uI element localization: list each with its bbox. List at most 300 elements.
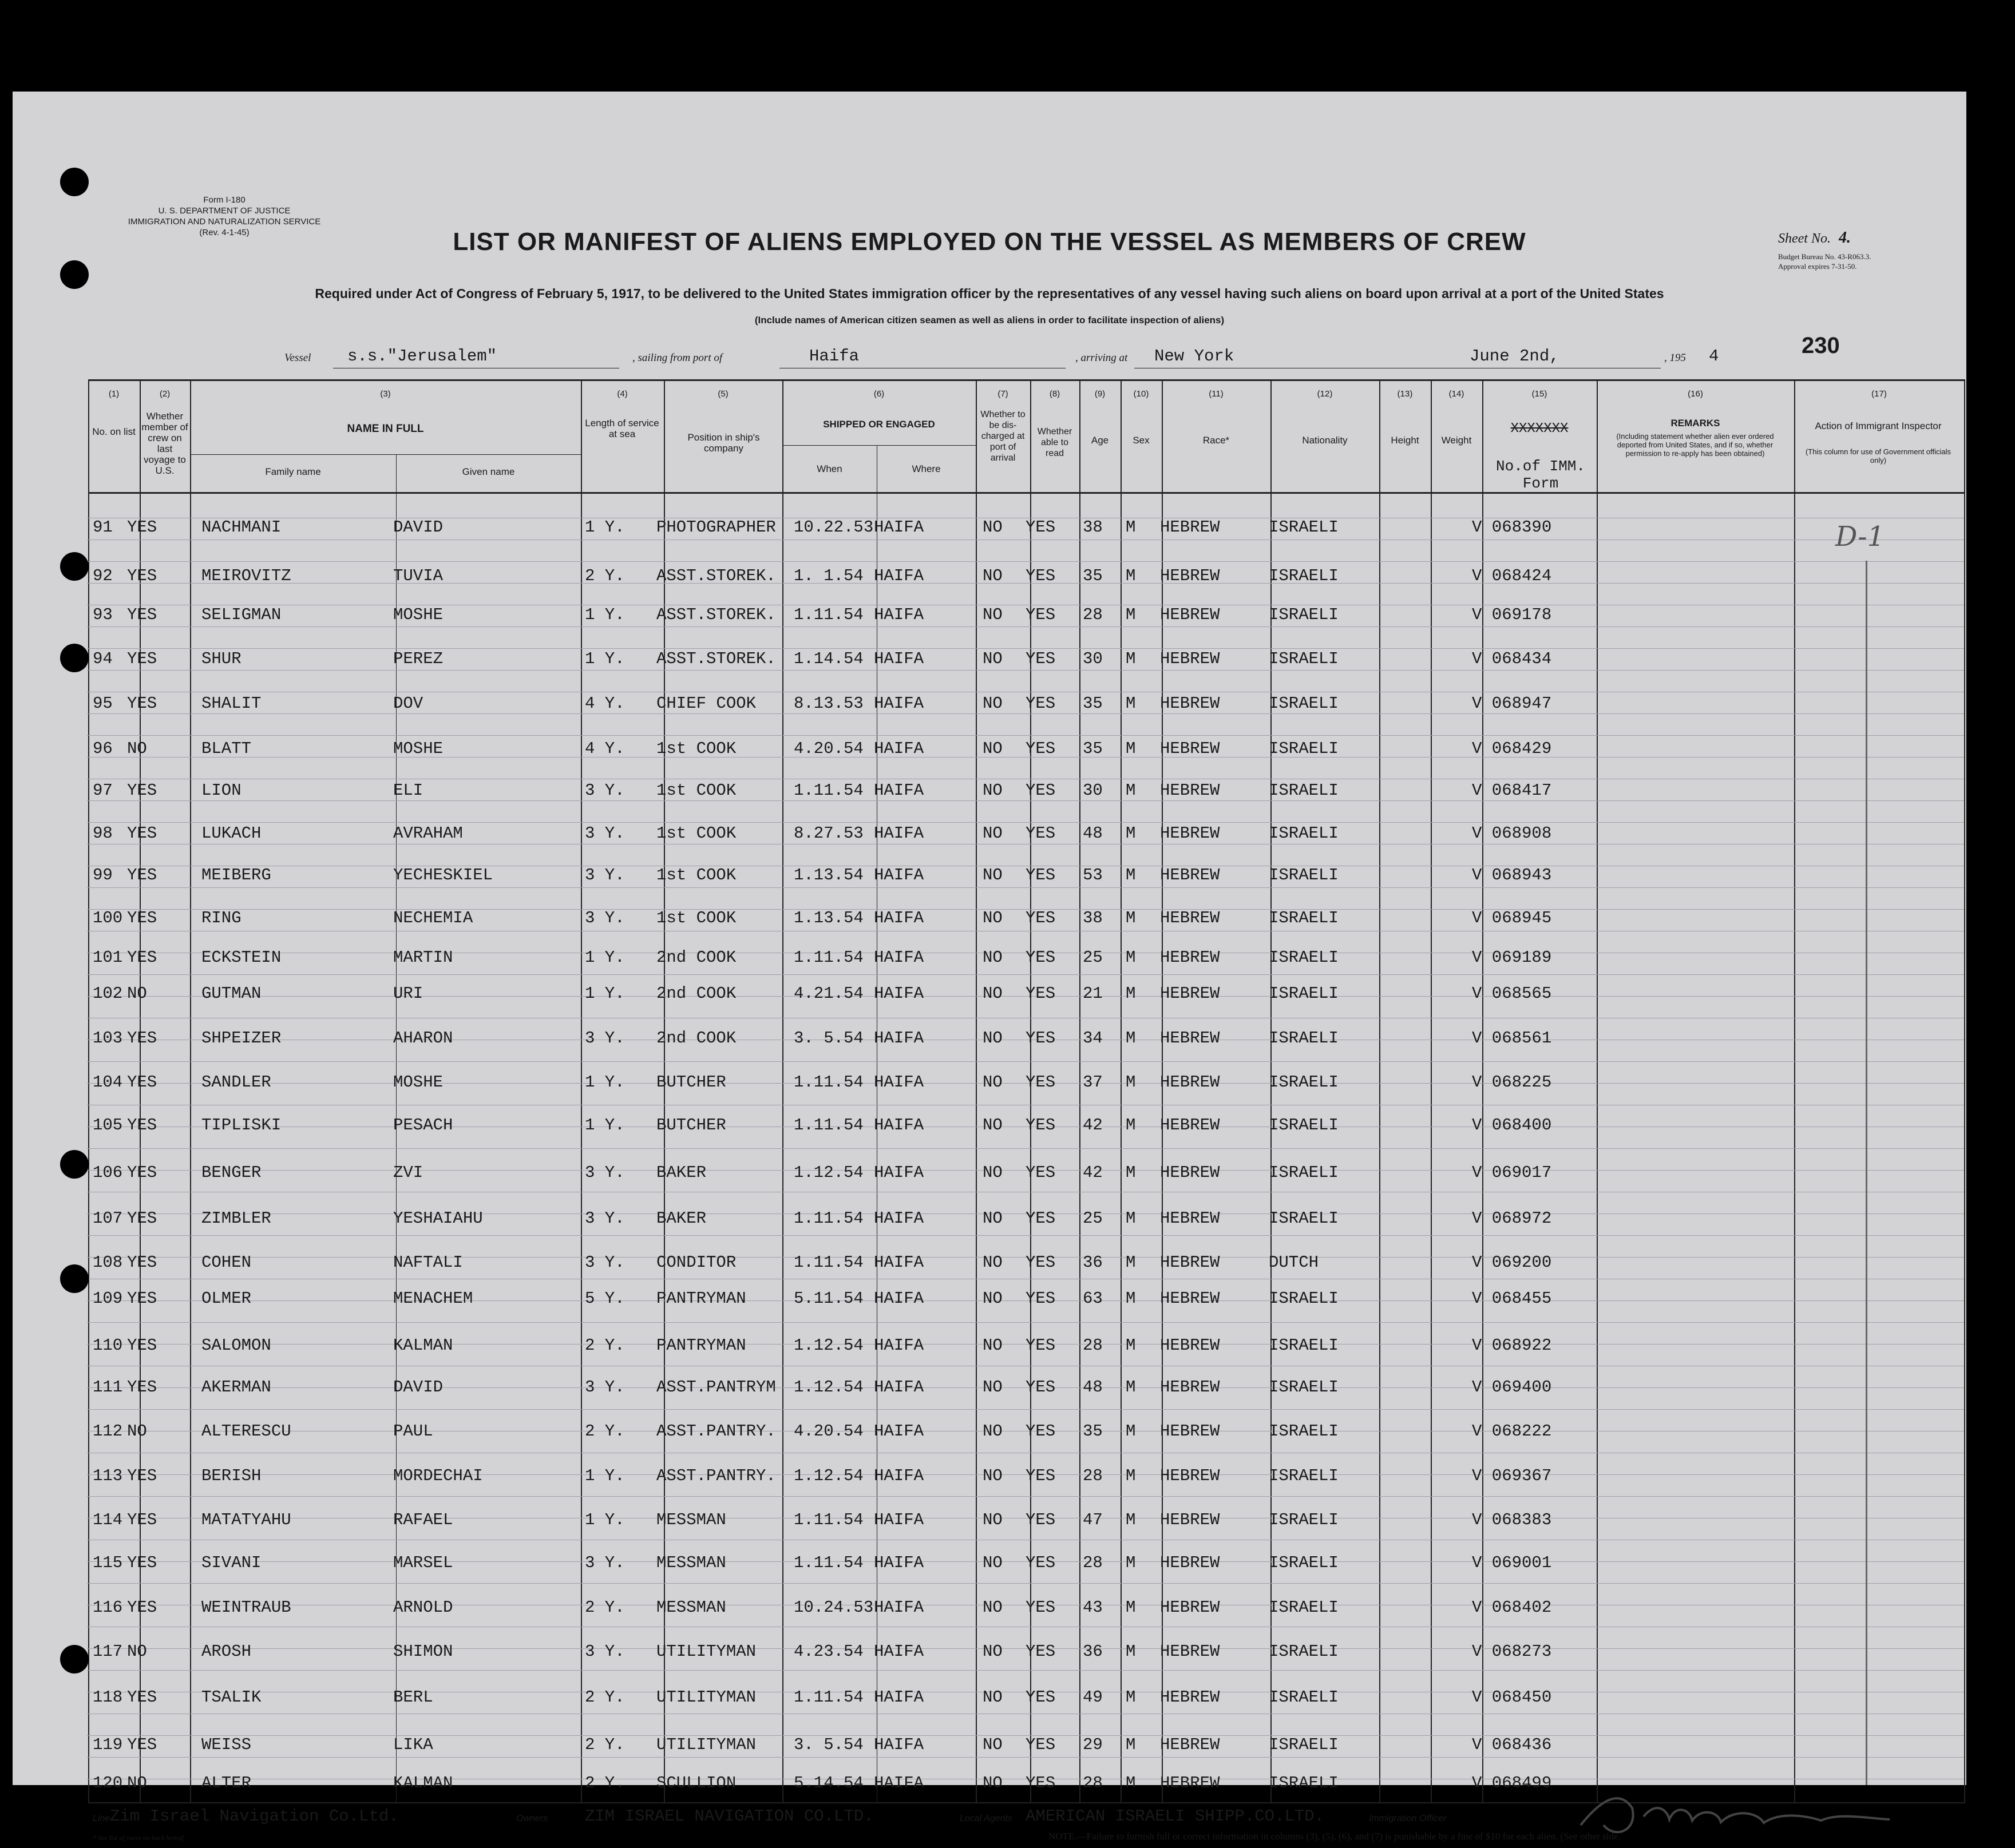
- cell-race: HEBREW: [1160, 1209, 1220, 1228]
- cell-race: HEBREW: [1160, 605, 1220, 624]
- cell-when: 1.11.54: [794, 1209, 864, 1228]
- cell-no: 103: [93, 1029, 123, 1048]
- cell-sex: M: [1126, 1553, 1136, 1572]
- cell-position: PANTRYMAN: [656, 1336, 746, 1355]
- cell-form: V 068565: [1472, 984, 1552, 1003]
- budget-bureau: Budget Bureau No. 43-R063.3.: [1778, 252, 1871, 261]
- cell-position: ASST.STOREK.: [656, 649, 776, 668]
- cell-given: MENACHEM: [393, 1289, 473, 1308]
- cell-discharged: NO: [983, 1642, 1003, 1661]
- punch-hole: [60, 552, 89, 581]
- cell-age: 34: [1083, 1029, 1103, 1048]
- cell-no: 117: [93, 1642, 123, 1661]
- cell-family: COHEN: [201, 1253, 252, 1272]
- cell-given: TUVIA: [393, 566, 444, 585]
- cell-nationality: ISRAELI: [1269, 739, 1339, 758]
- cell-race: HEBREW: [1160, 1378, 1220, 1397]
- cell-when: 1.11.54: [794, 781, 864, 800]
- cell-discharged: NO: [983, 605, 1003, 624]
- cell-where: HAIFA: [874, 1163, 924, 1182]
- cell-family: MATATYAHU: [201, 1510, 291, 1529]
- name-subheader-line: [190, 454, 581, 455]
- cell-given: PEREZ: [393, 649, 444, 668]
- approval-expiry: Approval expires 7-31-50.: [1778, 262, 1857, 271]
- cell-read: YES: [1026, 984, 1056, 1003]
- cell-age: 48: [1083, 1378, 1103, 1397]
- cell-discharged: NO: [983, 984, 1003, 1003]
- col-num-1: (1): [108, 389, 120, 399]
- cell-family: SELIGMAN: [201, 605, 282, 624]
- cell-read: YES: [1026, 909, 1056, 927]
- ruled-line: [87, 1757, 1964, 1758]
- cell-form: V 068499: [1472, 1774, 1552, 1793]
- cell-where: HAIFA: [874, 605, 924, 624]
- cell-nationality: ISRAELI: [1269, 1289, 1339, 1308]
- ruled-line: [87, 1322, 1964, 1323]
- cell-where: HAIFA: [874, 781, 924, 800]
- punch-hole: [60, 1264, 89, 1293]
- table-top-border: [88, 379, 1965, 381]
- cell-prev: YES: [127, 518, 157, 537]
- cell-no: 99: [93, 866, 113, 885]
- cell-when: 8.13.53: [794, 694, 864, 713]
- cell-read: YES: [1026, 1774, 1056, 1793]
- cell-read: YES: [1026, 1642, 1056, 1661]
- col-num-12: (12): [1317, 389, 1333, 399]
- cell-form: V 068383: [1472, 1510, 1552, 1529]
- cell-form: V 069001: [1472, 1553, 1552, 1572]
- cell-family: TSALIK: [201, 1688, 262, 1707]
- cell-family: ZIMBLER: [201, 1209, 271, 1228]
- cell-service: 1 Y.: [585, 948, 625, 967]
- cell-no: 110: [93, 1336, 123, 1355]
- cell-service: 4 Y.: [585, 739, 625, 758]
- cell-service: 1 Y.: [585, 1466, 625, 1485]
- cell-discharged: NO: [983, 824, 1003, 843]
- cell-where: HAIFA: [874, 1553, 924, 1572]
- cell-given: DAVID: [393, 1378, 444, 1397]
- cell-when: 1.12.54: [794, 1163, 864, 1182]
- cell-race: HEBREW: [1160, 1774, 1220, 1793]
- header-sex: Sex: [1133, 435, 1150, 446]
- cell-position: BUTCHER: [656, 1116, 726, 1135]
- cell-position: MESSMAN: [656, 1598, 726, 1617]
- service-name: IMMIGRATION AND NATURALIZATION SERVICE: [128, 217, 321, 227]
- cell-form: V 069178: [1472, 605, 1552, 624]
- cell-position: ASST.PANTRY.: [656, 1466, 776, 1485]
- cell-form: V 068561: [1472, 1029, 1552, 1048]
- cell-when: 4.20.54: [794, 1422, 864, 1441]
- cell-family: ECKSTEIN: [201, 948, 282, 967]
- cell-no: 108: [93, 1253, 123, 1272]
- cell-age: 36: [1083, 1253, 1103, 1272]
- header-family-name: Family name: [265, 466, 321, 477]
- cell-discharged: NO: [983, 1209, 1003, 1228]
- cell-nationality: ISRAELI: [1269, 1688, 1339, 1707]
- cell-discharged: NO: [983, 866, 1003, 885]
- cell-no: 107: [93, 1209, 123, 1228]
- cell-position: BAKER: [656, 1209, 707, 1228]
- cell-when: 1.12.54: [794, 1336, 864, 1355]
- cell-family: SIVANI: [201, 1553, 262, 1572]
- header-when: When: [817, 463, 842, 474]
- cell-when: 1.13.54: [794, 909, 864, 927]
- cell-service: 3 Y.: [585, 1209, 625, 1228]
- header-shipped-engaged: SHIPPED OR ENGAGED: [823, 419, 935, 430]
- cell-sex: M: [1126, 566, 1136, 585]
- cell-form: V 068434: [1472, 649, 1552, 668]
- ruled-line: [87, 648, 1964, 649]
- cell-discharged: NO: [983, 948, 1003, 967]
- cell-prev: YES: [127, 694, 157, 713]
- ruled-line: [87, 1409, 1964, 1410]
- cell-where: HAIFA: [874, 1422, 924, 1441]
- cell-discharged: NO: [983, 909, 1003, 927]
- cell-position: UTILITYMAN: [656, 1642, 757, 1661]
- cell-read: YES: [1026, 1553, 1056, 1572]
- cell-position: 2nd COOK: [656, 984, 737, 1003]
- cell-prev: YES: [127, 1598, 157, 1617]
- cell-when: 4.20.54: [794, 739, 864, 758]
- cell-position: 1st COOK: [656, 824, 737, 843]
- sailing-label: , sailing from port of: [632, 352, 723, 364]
- cell-when: 1.11.54: [794, 1553, 864, 1572]
- cell-position: BUTCHER: [656, 1073, 726, 1092]
- cell-when: 3. 5.54: [794, 1029, 864, 1048]
- ruled-line: [87, 1670, 1964, 1671]
- manifest-sheet: [13, 92, 1966, 1842]
- cell-where: HAIFA: [874, 1598, 924, 1617]
- cell-nationality: ISRAELI: [1269, 1209, 1339, 1228]
- cell-family: LUKACH: [201, 824, 262, 843]
- cell-read: YES: [1026, 1735, 1056, 1754]
- ruled-line: [87, 974, 1964, 975]
- cell-service: 2 Y.: [585, 1774, 625, 1793]
- cell-position: ASST.PANTRY.: [656, 1422, 776, 1441]
- cell-no: 115: [93, 1553, 123, 1572]
- cell-family: SHALIT: [201, 694, 262, 713]
- cell-given: LIKA: [393, 1735, 433, 1754]
- cell-service: 2 Y.: [585, 1336, 625, 1355]
- cell-nationality: ISRAELI: [1269, 1642, 1339, 1661]
- cell-where: HAIFA: [874, 694, 924, 713]
- cell-when: 1.11.54: [794, 1073, 864, 1092]
- header-given-name: Given name: [462, 466, 515, 477]
- cell-discharged: NO: [983, 649, 1003, 668]
- cell-age: 28: [1083, 605, 1103, 624]
- cell-given: DAVID: [393, 518, 444, 537]
- year-suffix: 4: [1709, 347, 1719, 366]
- cell-sex: M: [1126, 824, 1136, 843]
- cell-service: 2 Y.: [585, 566, 625, 585]
- cell-family: BENGER: [201, 1163, 262, 1182]
- col-num-14: (14): [1448, 389, 1464, 399]
- cell-no: 100: [93, 909, 123, 927]
- col-num-5: (5): [718, 389, 729, 399]
- punch-hole: [60, 1150, 89, 1179]
- header-weight: Weight: [1441, 435, 1472, 446]
- cell-where: HAIFA: [874, 984, 924, 1003]
- column-divider: [976, 379, 977, 1803]
- cell-family: MEIROVITZ: [201, 566, 291, 585]
- cell-age: 28: [1083, 1774, 1103, 1793]
- cell-sex: M: [1126, 649, 1136, 668]
- cell-discharged: NO: [983, 1735, 1003, 1754]
- cell-when: 1.11.54: [794, 1688, 864, 1707]
- cell-no: 97: [93, 781, 113, 800]
- cell-age: 29: [1083, 1735, 1103, 1754]
- col-num-2: (2): [159, 389, 171, 399]
- cell-sex: M: [1126, 739, 1136, 758]
- cell-race: HEBREW: [1160, 781, 1220, 800]
- cell-no: 91: [93, 518, 113, 537]
- cell-form: V 068429: [1472, 739, 1552, 758]
- cell-sex: M: [1126, 1029, 1136, 1048]
- header-remarks-note: (Including statement whether alien ever ordered deported from United States, and if so, whether permission to re-apply has been obtained): [1616, 432, 1774, 458]
- cell-given: MOSHE: [393, 605, 444, 624]
- cell-race: HEBREW: [1160, 1688, 1220, 1707]
- cell-race: HEBREW: [1160, 948, 1220, 967]
- ruled-line: [87, 670, 1964, 671]
- agents-label: Local Agents: [960, 1814, 1012, 1823]
- cell-service: 1 Y.: [585, 984, 625, 1003]
- cell-race: HEBREW: [1160, 1336, 1220, 1355]
- cell-service: 3 Y.: [585, 1378, 625, 1397]
- cell-age: 30: [1083, 781, 1103, 800]
- cell-prev: YES: [127, 909, 157, 927]
- cell-read: YES: [1026, 649, 1056, 668]
- port-from: Haifa: [809, 347, 860, 366]
- cell-service: 3 Y.: [585, 1642, 625, 1661]
- line-value: Zim Israel Navigation Co.Ltd.: [110, 1807, 399, 1826]
- cell-discharged: NO: [983, 1774, 1003, 1793]
- column-divider: [1794, 379, 1795, 1803]
- header-imm-form: No.of IMM. Form: [1495, 458, 1586, 492]
- cell-prev: YES: [127, 1688, 157, 1707]
- cell-position: PHOTOGRAPHER: [656, 518, 776, 537]
- cell-read: YES: [1026, 518, 1056, 537]
- cell-when: 1.11.54: [794, 948, 864, 967]
- cell-no: 118: [93, 1688, 123, 1707]
- cell-form: V 068972: [1472, 1209, 1552, 1228]
- cell-age: 49: [1083, 1688, 1103, 1707]
- cell-discharged: NO: [983, 1073, 1003, 1092]
- cell-race: HEBREW: [1160, 566, 1220, 585]
- cell-where: HAIFA: [874, 739, 924, 758]
- cell-sex: M: [1126, 694, 1136, 713]
- cell-age: 25: [1083, 948, 1103, 967]
- cell-no: 93: [93, 605, 113, 624]
- cell-no: 111: [93, 1378, 123, 1397]
- cell-race: HEBREW: [1160, 1735, 1220, 1754]
- cell-race: HEBREW: [1160, 694, 1220, 713]
- col-num-6: (6): [873, 389, 885, 399]
- cell-given: YESHAIAHU: [393, 1209, 483, 1228]
- year-prefix: , 195: [1664, 352, 1686, 364]
- cell-when: 1.13.54: [794, 866, 864, 885]
- cell-service: 4 Y.: [585, 694, 625, 713]
- cell-sex: M: [1126, 909, 1136, 927]
- cell-form: V 068436: [1472, 1735, 1552, 1754]
- punch-hole: [60, 260, 89, 289]
- cell-form: V 068222: [1472, 1422, 1552, 1441]
- revision: (Rev. 4-1-45): [199, 228, 250, 237]
- cell-nationality: ISRAELI: [1269, 1553, 1339, 1572]
- col-num-16: (16): [1688, 389, 1703, 399]
- cell-prev: YES: [127, 1336, 157, 1355]
- cell-when: 1. 1.54: [794, 566, 864, 585]
- ruled-line: [87, 822, 1964, 823]
- cell-nationality: ISRAELI: [1269, 781, 1339, 800]
- cell-family: BERISH: [201, 1466, 262, 1485]
- cell-race: HEBREW: [1160, 909, 1220, 927]
- cell-race: HEBREW: [1160, 1073, 1220, 1092]
- sheet-value: 4.: [1838, 229, 1851, 247]
- cell-prev: YES: [127, 1209, 157, 1228]
- cell-age: 35: [1083, 694, 1103, 713]
- cell-read: YES: [1026, 1598, 1056, 1617]
- cell-where: HAIFA: [874, 1510, 924, 1529]
- ruled-line: [87, 1235, 1964, 1236]
- cell-nationality: ISRAELI: [1269, 948, 1339, 967]
- cell-service: 1 Y.: [585, 649, 625, 668]
- cell-sex: M: [1126, 1688, 1136, 1707]
- cell-when: 1.12.54: [794, 1466, 864, 1485]
- cell-sex: M: [1126, 1289, 1136, 1308]
- cell-race: HEBREW: [1160, 739, 1220, 758]
- col-num-3: (3): [380, 389, 391, 399]
- cell-sex: M: [1126, 1209, 1136, 1228]
- cell-no: 113: [93, 1466, 123, 1485]
- cell-nationality: ISRAELI: [1269, 605, 1339, 624]
- cell-prev: NO: [127, 1422, 147, 1441]
- subtitle-note: (Include names of American citizen seamen as well as aliens in order to facilitate inspection of aliens): [754, 315, 1225, 326]
- ruled-line: [87, 713, 1964, 714]
- header-position: Position in ship's company: [687, 432, 760, 454]
- cell-no: 105: [93, 1116, 123, 1135]
- cell-sex: M: [1126, 1466, 1136, 1485]
- cell-read: YES: [1026, 1029, 1056, 1048]
- cell-family: RING: [201, 909, 242, 927]
- ruled-line: [87, 1148, 1964, 1149]
- cell-race: HEBREW: [1160, 824, 1220, 843]
- cell-read: YES: [1026, 605, 1056, 624]
- cell-no: 95: [93, 694, 113, 713]
- cell-prev: YES: [127, 1073, 157, 1092]
- cell-no: 119: [93, 1735, 123, 1754]
- cell-where: HAIFA: [874, 566, 924, 585]
- header-age: Age: [1091, 435, 1109, 446]
- cell-family: MEIBERG: [201, 866, 271, 885]
- cell-discharged: NO: [983, 1553, 1003, 1572]
- column-divider: [1121, 379, 1122, 1803]
- cell-when: 8.27.53: [794, 824, 864, 843]
- cell-service: 5 Y.: [585, 1289, 625, 1308]
- cell-service: 2 Y.: [585, 1422, 625, 1441]
- column-divider: [88, 379, 89, 1803]
- cell-where: HAIFA: [874, 1029, 924, 1048]
- cell-given: YECHESKIEL: [393, 866, 493, 885]
- cell-family: SHPEIZER: [201, 1029, 282, 1048]
- header-struck-text: XXXXXXX: [1510, 421, 1569, 437]
- cell-given: NAFTALI: [393, 1253, 463, 1272]
- cell-where: HAIFA: [874, 909, 924, 927]
- cell-family: SANDLER: [201, 1073, 271, 1092]
- cell-prev: NO: [127, 984, 147, 1003]
- cell-age: 38: [1083, 909, 1103, 927]
- cell-position: ASST.STOREK.: [656, 566, 776, 585]
- cell-given: MORDECHAI: [393, 1466, 483, 1485]
- arriving-label: , arriving at: [1075, 352, 1128, 364]
- cell-given: PAUL: [393, 1422, 433, 1441]
- cell-form: V 068455: [1472, 1289, 1552, 1308]
- cell-sex: M: [1126, 518, 1136, 537]
- cell-service: 1 Y.: [585, 1510, 625, 1529]
- cell-no: 120: [93, 1774, 123, 1793]
- cell-form: V 068424: [1472, 566, 1552, 585]
- cell-sex: M: [1126, 1073, 1136, 1092]
- cell-sex: M: [1126, 1163, 1136, 1182]
- cell-when: 10.22.53: [794, 518, 874, 537]
- cell-discharged: NO: [983, 1029, 1003, 1048]
- cell-position: MESSMAN: [656, 1553, 726, 1572]
- cell-no: 104: [93, 1073, 123, 1092]
- cell-form: V 069017: [1472, 1163, 1552, 1182]
- cell-prev: YES: [127, 605, 157, 624]
- cell-discharged: NO: [983, 1289, 1003, 1308]
- header-able-to-read: Whether able to read: [1037, 427, 1072, 458]
- cell-sex: M: [1126, 984, 1136, 1003]
- cell-given: NECHEMIA: [393, 909, 473, 927]
- cell-nationality: ISRAELI: [1269, 1466, 1339, 1485]
- cell-read: YES: [1026, 1510, 1056, 1529]
- vessel-name: s.s."Jerusalem": [347, 347, 497, 366]
- shipped-subheader-line: [782, 445, 976, 446]
- cell-discharged: NO: [983, 781, 1003, 800]
- cell-race: HEBREW: [1160, 1598, 1220, 1617]
- cell-when: 4.23.54: [794, 1642, 864, 1661]
- col-num-8: (8): [1049, 389, 1060, 399]
- cell-age: 28: [1083, 1336, 1103, 1355]
- cell-prev: YES: [127, 866, 157, 885]
- ruled-line: [87, 1061, 1964, 1062]
- sheet-label: Sheet No.: [1778, 231, 1831, 246]
- sheet-number: [1778, 229, 1851, 247]
- cell-discharged: NO: [983, 1598, 1003, 1617]
- cell-family: AKERMAN: [201, 1378, 271, 1397]
- cell-family: GUTMAN: [201, 984, 262, 1003]
- cell-prev: YES: [127, 824, 157, 843]
- cell-service: 3 Y.: [585, 1253, 625, 1272]
- cell-service: 1 Y.: [585, 518, 625, 537]
- cell-given: ARNOLD: [393, 1598, 453, 1617]
- cell-discharged: NO: [983, 1510, 1003, 1529]
- cell-given: SHIMON: [393, 1642, 453, 1661]
- cell-given: MARTIN: [393, 948, 453, 967]
- cell-given: KALMAN: [393, 1774, 453, 1793]
- cell-sex: M: [1126, 1253, 1136, 1272]
- cell-prev: YES: [127, 649, 157, 668]
- fine-note: NOTE.—Failure to furnish full or correct information in columns (3), (5), (6), and (7) is punishable by a fine of $10 for each alien. (See other side.: [1048, 1831, 1621, 1842]
- cell-nationality: ISRAELI: [1269, 1774, 1339, 1793]
- cell-given: KALMAN: [393, 1336, 453, 1355]
- cell-no: 106: [93, 1163, 123, 1182]
- column-divider: [1964, 379, 1965, 1803]
- cell-race: HEBREW: [1160, 1510, 1220, 1529]
- cell-race: HEBREW: [1160, 1466, 1220, 1485]
- cell-sex: M: [1126, 1774, 1136, 1793]
- cell-nationality: ISRAELI: [1269, 1073, 1339, 1092]
